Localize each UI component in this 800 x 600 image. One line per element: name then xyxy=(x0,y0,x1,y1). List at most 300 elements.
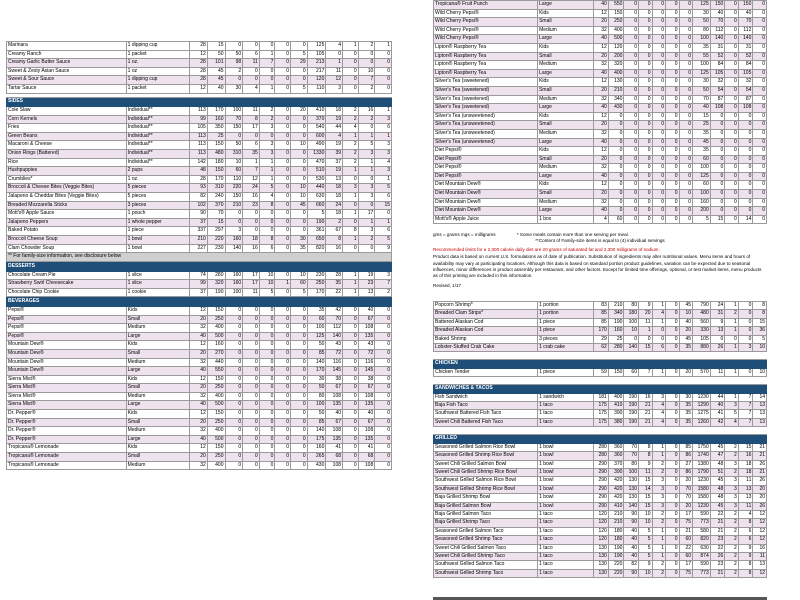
section-title: GRILLED xyxy=(434,435,767,443)
nutrient-value-cell: 87 xyxy=(710,95,725,104)
nutrient-value-cell: 0 xyxy=(259,324,275,333)
nutrient-value-cell: 21 xyxy=(638,402,652,410)
item-name-cell: Diet Pepsi® xyxy=(434,155,538,164)
nutrient-value-cell: 170 xyxy=(594,327,609,335)
nutrient-value-cell: 32 xyxy=(594,61,609,70)
nutrient-value-cell: 0 xyxy=(275,375,291,384)
item-name-cell: Lipton® Raspberry Tea xyxy=(434,69,538,78)
nutrient-value-cell: 200 xyxy=(608,52,624,61)
nutrient-value-cell: 21 xyxy=(679,527,693,535)
nutrient-value-cell: 500 xyxy=(207,435,225,444)
nutrient-value-cell: 0 xyxy=(275,158,291,167)
nutrient-value-cell: 0 xyxy=(666,569,680,577)
nutrient-value-cell: 3 xyxy=(343,184,359,193)
nutrient-value-cell: 1 xyxy=(375,107,392,116)
nutrient-value-cell: 480 xyxy=(693,310,711,318)
nutrient-value-cell: 14 xyxy=(753,393,767,401)
section-title: SIDES xyxy=(7,97,392,107)
nutrient-value-cell: 0 xyxy=(666,1,680,10)
nutrient-value-cell: 125 xyxy=(693,172,711,181)
nutrient-value-cell: 1 xyxy=(652,443,666,451)
nutrient-value-cell: 40 xyxy=(358,306,375,315)
nutrient-value-cell: 820 xyxy=(307,244,326,253)
nutrient-value-cell: 0 xyxy=(666,310,680,318)
nutrient-value-cell: 40 xyxy=(207,84,225,93)
nutrient-value-cell: 40 xyxy=(738,9,753,18)
nutrient-value-cell: 0 xyxy=(343,410,359,419)
nutrient-value-cell: 21 xyxy=(710,569,725,577)
nutrient-value-cell: 17 xyxy=(358,210,375,219)
nutrient-value-cell: 190 xyxy=(624,393,639,401)
item-name-cell: Breaded Mozzarella Sticks xyxy=(7,201,127,210)
nutrient-value-cell: 19 xyxy=(326,167,343,176)
nutrient-value-cell: 100 xyxy=(693,61,711,70)
table-row xyxy=(7,150,392,159)
item-name-cell: Baja Grilled Shrimp Taco xyxy=(434,519,538,527)
nutrient-value-cell: 0 xyxy=(638,9,652,18)
nutrient-value-cell: 400 xyxy=(608,26,624,35)
nutrient-value-cell: 290 xyxy=(594,468,609,476)
item-name-cell: Sweet Chili Grilled Salmon Bowl xyxy=(434,460,538,468)
nutrient-value-cell: 290 xyxy=(594,460,609,468)
nutrient-value-cell: 0 xyxy=(225,410,243,419)
nutrient-value-cell: 108 xyxy=(326,392,343,401)
nutrient-value-cell: 5 xyxy=(638,536,652,544)
nutrient-value-cell: 0 xyxy=(259,132,275,141)
item-name-cell: Green Beans xyxy=(7,132,127,141)
nutrient-value-cell: 400 xyxy=(608,69,624,78)
nutrient-value-cell: 27 xyxy=(679,460,693,468)
nutrient-value-cell: 0 xyxy=(652,198,666,207)
serving-size-cell: Individual** xyxy=(126,107,189,116)
nutrient-value-cell: 9 xyxy=(638,302,652,310)
serving-size-cell: 1 portion xyxy=(538,310,594,318)
nutrient-value-cell: 160 xyxy=(693,198,711,207)
nutrient-value-cell: 210 xyxy=(608,510,624,518)
nutrient-value-cell: 0 xyxy=(725,164,739,173)
nutrient-value-cell: 105 xyxy=(710,69,725,78)
section-header-row xyxy=(7,297,392,307)
nutrient-value-cell: 13 xyxy=(358,288,375,297)
nutrient-value-cell: 12 xyxy=(190,375,208,384)
nutrient-value-cell: 113 xyxy=(190,107,208,116)
nutrient-value-cell: 130 xyxy=(594,544,609,552)
nutrient-value-cell: 0 xyxy=(608,198,624,207)
nutrient-value-cell: 26 xyxy=(710,344,725,352)
item-name-cell: Tropicana® Fruit Punch xyxy=(434,1,538,10)
nutrient-value-cell: 4 xyxy=(326,42,343,51)
nutrient-value-cell: 0 xyxy=(624,61,639,70)
nutrient-value-cell: 7 xyxy=(738,410,753,418)
nutrient-value-cell: 0 xyxy=(243,210,260,219)
item-name-cell: Pepsi® xyxy=(7,324,127,333)
nutrient-value-cell: 0 xyxy=(259,218,275,227)
nutrient-value-cell: 280 xyxy=(594,452,609,460)
nutrient-value-cell: 0 xyxy=(291,324,308,333)
item-name-cell: Wild Cherry Pepsi® xyxy=(434,9,538,18)
nutrient-value-cell: 0 xyxy=(259,210,275,219)
nutrient-value-cell: 0 xyxy=(725,155,739,164)
item-name-cell: Strawberry Swirl Cheesecake xyxy=(7,280,127,289)
nutrient-value-cell: 42 xyxy=(326,306,343,315)
nutrient-value-cell: 70 xyxy=(738,18,753,27)
nutrient-value-cell: 190 xyxy=(624,410,639,418)
nutrient-value-cell: 0 xyxy=(753,207,767,216)
nutrient-value-cell: 190 xyxy=(608,544,624,552)
nutrient-value-cell: 0 xyxy=(638,155,652,164)
serving-size-cell: 1 taco xyxy=(538,510,594,518)
nutrient-value-cell: 0 xyxy=(666,393,680,401)
item-name-cell: Wild Cherry Pepsi® xyxy=(434,18,538,27)
nutrient-value-cell: 50 xyxy=(693,18,711,27)
serving-size-cell: Small xyxy=(126,418,189,427)
nutrient-value-cell: 0 xyxy=(243,375,260,384)
nutrient-value-cell: 5 xyxy=(753,335,767,343)
nutrient-value-cell: 0 xyxy=(679,1,693,10)
nutrient-value-cell: 0 xyxy=(275,84,291,93)
nutrient-value-cell: 74 xyxy=(190,271,208,280)
nutrient-value-cell: 0 xyxy=(259,461,275,470)
table-row xyxy=(7,375,392,384)
nutrient-value-cell: 130 xyxy=(594,561,609,569)
nutrient-value-cell: 108 xyxy=(358,392,375,401)
table-row xyxy=(434,69,767,78)
table-row xyxy=(434,344,767,352)
nutrient-value-cell: 35 xyxy=(679,418,693,426)
nutrient-value-cell: 85 xyxy=(307,349,326,358)
serving-size-cell: Large xyxy=(538,69,594,78)
nutrient-value-cell: 35 xyxy=(243,150,260,159)
nutrient-value-cell: 0 xyxy=(275,271,291,280)
nutrient-value-cell: 265 xyxy=(307,453,326,462)
nutrient-value-cell: 9 xyxy=(738,552,753,560)
nutrient-value-cell: 1 xyxy=(259,84,275,93)
nutrient-value-cell: 0 xyxy=(666,460,680,468)
nutrient-value-cell: 0 xyxy=(358,201,375,210)
nutrient-value-cell: 10 xyxy=(358,67,375,76)
nutrient-value-cell: 26 xyxy=(753,477,767,485)
nutrient-value-cell: 0 xyxy=(375,453,392,462)
table-row xyxy=(434,552,767,560)
table-row xyxy=(7,210,392,219)
nutrient-value-cell: 52 xyxy=(710,52,725,61)
nutrient-value-cell: 150 xyxy=(225,124,243,133)
nutrient-value-cell: 145 xyxy=(358,367,375,376)
nutrient-value-cell: 24 xyxy=(326,201,343,210)
nutrient-value-cell: 0 xyxy=(275,332,291,341)
nutrient-value-cell: 440 xyxy=(207,358,225,367)
nutrient-value-cell: 0 xyxy=(666,121,680,130)
table-row xyxy=(7,218,392,227)
nutrient-value-cell: 70 xyxy=(225,115,243,124)
table-row xyxy=(7,158,392,167)
nutrient-value-cell: 0 xyxy=(259,375,275,384)
nutrient-value-cell: 160 xyxy=(225,235,243,244)
nutrient-value-cell: 32 xyxy=(594,26,609,35)
nutrient-value-cell: 102 xyxy=(190,201,208,210)
nutrient-value-cell: 0 xyxy=(259,410,275,419)
table-row xyxy=(7,367,392,376)
item-name-cell: Diet Pepsi® xyxy=(434,147,538,156)
item-name-cell: Seasoned Grilled Shrimp Taco xyxy=(434,536,538,544)
table-row xyxy=(7,341,392,350)
serving-size-cell: Kids xyxy=(538,181,594,190)
nutrient-value-cell: 0 xyxy=(638,61,652,70)
nutrient-value-cell: 0 xyxy=(652,86,666,95)
table-row xyxy=(7,42,392,51)
nutrient-value-cell: 217 xyxy=(307,67,326,76)
nutrient-value-cell: 100 xyxy=(225,288,243,297)
nutrient-value-cell: 0 xyxy=(243,132,260,141)
nutrient-value-cell: 0 xyxy=(243,42,260,51)
nutrient-value-cell: 0 xyxy=(225,375,243,384)
nutrient-value-cell: 0 xyxy=(343,50,359,59)
table-row xyxy=(7,50,392,59)
nutrient-value-cell: 0 xyxy=(652,147,666,156)
nutrient-value-cell: 32 xyxy=(190,461,208,470)
nutrient-value-cell: 6 xyxy=(259,244,275,253)
nutrient-value-cell: 6 xyxy=(243,141,260,150)
nutrient-value-cell: 0 xyxy=(725,26,739,35)
nutrient-value-cell: 330 xyxy=(693,327,711,335)
nutrient-value-cell: 0 xyxy=(291,132,308,141)
nutrient-value-cell: 0 xyxy=(638,215,652,224)
nutrient-value-cell: 13 xyxy=(753,402,767,410)
nutrient-value-cell: 6 xyxy=(738,527,753,535)
nutrient-value-cell: 0 xyxy=(753,215,767,224)
serving-size-cell: Medium xyxy=(126,358,189,367)
nutrient-value-cell: 490 xyxy=(307,141,326,150)
nutrient-value-cell: 0 xyxy=(679,35,693,44)
nutrient-value-cell: 0 xyxy=(666,443,680,451)
nutrient-value-cell: 8 xyxy=(753,310,767,318)
nutrient-value-cell: 2 xyxy=(343,115,359,124)
nutrient-value-cell: 8 xyxy=(753,302,767,310)
nutrient-value-cell: 0 xyxy=(638,1,652,10)
nutrient-value-cell: 0 xyxy=(666,207,680,216)
nutrient-value-cell: 20 xyxy=(679,327,693,335)
nutrient-value-cell: 410 xyxy=(608,502,624,510)
nutrient-value-cell: 0 xyxy=(225,401,243,410)
item-name-cell: Southwest Grilled Shrimp Rice Bowl xyxy=(434,485,538,493)
nutrient-value-cell: 0 xyxy=(259,67,275,76)
item-name-cell: Popcorn Shrimp* xyxy=(434,302,538,310)
nutrient-value-cell: 32 xyxy=(190,324,208,333)
nutrient-value-cell: 0 xyxy=(243,349,260,358)
serving-size-cell: 1 bowl xyxy=(538,452,594,460)
nutrient-value-cell: 44 xyxy=(326,124,343,133)
nutrient-value-cell: 0 xyxy=(638,147,652,156)
nutrient-value-cell: 4 xyxy=(652,310,666,318)
item-name-cell: Breaded Alaskan Cod xyxy=(434,327,538,335)
nutrient-value-cell: 0 xyxy=(666,138,680,147)
nutrient-value-cell: 12 xyxy=(753,536,767,544)
nutrient-value-cell: 35 xyxy=(679,410,693,418)
nutrient-value-cell: 2 xyxy=(652,569,666,577)
nutrient-value-cell: 28 xyxy=(190,76,208,85)
nutrient-value-cell: 0 xyxy=(725,190,739,199)
serving-size-cell: Small xyxy=(126,349,189,358)
nutrient-value-cell: 200 xyxy=(693,207,711,216)
nutrient-value-cell: 145 xyxy=(326,367,343,376)
nutrient-value-cell: 0 xyxy=(343,218,359,227)
serving-size-cell: Large xyxy=(538,207,594,216)
nutrient-value-cell: 0 xyxy=(275,349,291,358)
nutrient-value-cell: 30 xyxy=(225,84,243,93)
nutrient-value-cell: 12 xyxy=(190,306,208,315)
nutrient-value-cell: 1580 xyxy=(693,485,711,493)
table-row xyxy=(434,121,767,130)
table-row xyxy=(434,443,767,451)
nutrient-value-cell: 35 xyxy=(291,244,308,253)
nutrient-value-cell: 280 xyxy=(594,443,609,451)
nutrient-value-cell: 4 xyxy=(652,418,666,426)
item-name-cell: Sierra Mist® xyxy=(7,375,127,384)
serving-size-cell: 1 oz xyxy=(126,67,189,76)
nutrient-value-cell: 0 xyxy=(608,155,624,164)
nutrient-value-cell: 150 xyxy=(608,368,624,376)
nutrient-value-cell: 3 xyxy=(375,167,392,176)
nutrient-value-cell: 99 xyxy=(190,280,208,289)
nutrient-value-cell: 0 xyxy=(666,190,680,199)
nutrient-value-cell: 0 xyxy=(243,218,260,227)
one-serving-note: * Some meals contain more than one serving per meal. xyxy=(516,232,629,237)
nutrient-value-cell: 370 xyxy=(307,115,326,124)
nutrient-value-cell: 40 xyxy=(624,527,639,535)
nutrient-value-cell: 0 xyxy=(608,112,624,121)
nutrient-value-cell: 45 xyxy=(207,67,225,76)
nutrient-value-cell: 17 xyxy=(243,124,260,133)
nutrient-value-cell: 116 xyxy=(358,358,375,367)
nutrient-value-cell: 1380 xyxy=(693,460,711,468)
nutrient-value-cell: 530 xyxy=(307,175,326,184)
spacer-row xyxy=(434,377,767,385)
nutrient-value-cell: 0 xyxy=(725,95,739,104)
nutrient-value-cell: 660 xyxy=(307,201,326,210)
nutrient-value-cell: 550 xyxy=(207,367,225,376)
nutrient-value-cell: 120 xyxy=(608,43,624,52)
nutrient-value-cell: 150 xyxy=(207,444,225,453)
nutrient-value-cell: 75 xyxy=(679,569,693,577)
section-header-row xyxy=(434,435,767,443)
nutrient-value-cell: 0 xyxy=(243,410,260,419)
nutrient-value-cell: 540 xyxy=(307,124,326,133)
nutrient-value-cell: 1260 xyxy=(693,418,711,426)
nutrient-value-cell: 0 xyxy=(666,78,680,87)
nutrient-value-cell: 3 xyxy=(725,485,739,493)
nutrient-value-cell: 6 xyxy=(375,193,392,202)
nutrient-value-cell: 0 xyxy=(275,107,291,116)
nutrient-value-cell: 0 xyxy=(259,76,275,85)
nutrient-value-cell: 0 xyxy=(275,150,291,159)
table-row xyxy=(434,544,767,552)
right-top-table-body xyxy=(434,1,767,224)
nutrient-value-cell: 21 xyxy=(753,452,767,460)
table-row xyxy=(7,59,392,68)
nutrient-value-cell: 630 xyxy=(693,544,711,552)
table-row xyxy=(434,1,767,10)
nutrient-value-cell: 85 xyxy=(594,310,609,318)
item-name-cell: Lipton® Raspberry Tea xyxy=(434,52,538,61)
nutrient-value-cell: 2 xyxy=(725,443,739,451)
nutrient-value-cell: 0 xyxy=(652,207,666,216)
nutrient-value-cell: 0 xyxy=(358,124,375,133)
nutrient-value-cell: 0 xyxy=(291,410,308,419)
nutrient-value-cell: 45 xyxy=(679,335,693,343)
nutrient-value-cell: 1 xyxy=(326,59,343,68)
nutrient-value-cell: 0 xyxy=(608,138,624,147)
nutrient-value-cell: 52 xyxy=(738,52,753,61)
nutrient-value-cell: 0 xyxy=(679,172,693,181)
nutrient-value-cell: 16 xyxy=(638,393,652,401)
nutrient-value-cell: 0 xyxy=(624,43,639,52)
nutrient-value-cell: 5 xyxy=(291,84,308,93)
nutrient-value-cell: 0 xyxy=(624,172,639,181)
nutrient-value-cell: 60 xyxy=(624,368,639,376)
nutrient-value-cell: 21 xyxy=(753,443,767,451)
nutrient-value-cell: 0 xyxy=(358,244,375,253)
nutrient-value-cell: 0 xyxy=(275,235,291,244)
serving-size-cell: 1 taco xyxy=(538,418,594,426)
nutrient-value-cell: 0 xyxy=(243,341,260,350)
nutrient-value-cell: 0 xyxy=(624,138,639,147)
nutrient-value-cell: 40 xyxy=(624,552,639,560)
serving-size-cell: 1 piece xyxy=(538,327,594,335)
nutrient-value-cell: 40 xyxy=(594,69,609,78)
item-name-cell: Wild Cherry Pepsi® xyxy=(434,35,538,44)
nutrient-value-cell: 0 xyxy=(343,392,359,401)
nutrient-value-cell: 0 xyxy=(652,164,666,173)
nutrient-value-cell: 4 xyxy=(375,158,392,167)
nutrient-value-cell: 125 xyxy=(693,1,711,10)
nutrient-value-cell: 1 xyxy=(652,302,666,310)
nutrient-value-cell: 0 xyxy=(753,61,767,70)
nutrient-value-cell: 0 xyxy=(753,86,767,95)
nutrient-value-cell: 180 xyxy=(608,527,624,535)
nutrient-value-cell: 0 xyxy=(638,18,652,27)
nutrient-value-cell: 0 xyxy=(753,9,767,18)
nutrient-value-cell: 0 xyxy=(666,9,680,18)
nutrient-value-cell: 0 xyxy=(375,392,392,401)
nutrient-value-cell: 18 xyxy=(738,468,753,476)
nutrient-value-cell: 13 xyxy=(738,494,753,502)
footnote-row xyxy=(7,253,392,262)
table-row xyxy=(7,306,392,315)
nutrient-value-cell: 210 xyxy=(608,519,624,527)
nutrient-value-cell: 0 xyxy=(666,502,680,510)
nutrient-value-cell: 12 xyxy=(753,569,767,577)
nutrient-value-cell: 3 xyxy=(652,494,666,502)
item-name-cell: Sweet Chili Battered Fish Taco xyxy=(434,418,538,426)
nutrient-value-cell: 11 xyxy=(243,59,260,68)
table-row xyxy=(7,384,392,393)
nutrient-value-cell: 150 xyxy=(207,410,225,419)
serving-size-cell: 1 cookie xyxy=(126,288,189,297)
table-row xyxy=(434,181,767,190)
nutrient-value-cell: 60 xyxy=(291,280,308,289)
nutrient-value-cell: 38 xyxy=(358,375,375,384)
nutrient-value-cell: 0 xyxy=(638,121,652,130)
nutrient-value-cell: 90 xyxy=(624,519,639,527)
nutrient-value-cell: 35 xyxy=(679,402,693,410)
nutrient-value-cell: 0 xyxy=(343,332,359,341)
nutrient-value-cell: 4 xyxy=(652,410,666,418)
nutrient-value-cell: 0 xyxy=(275,401,291,410)
table-row xyxy=(434,527,767,535)
nutrient-value-cell: 8 xyxy=(638,443,652,451)
nutrient-value-cell: 0 xyxy=(291,150,308,159)
nutrient-value-cell: 400 xyxy=(207,392,225,401)
